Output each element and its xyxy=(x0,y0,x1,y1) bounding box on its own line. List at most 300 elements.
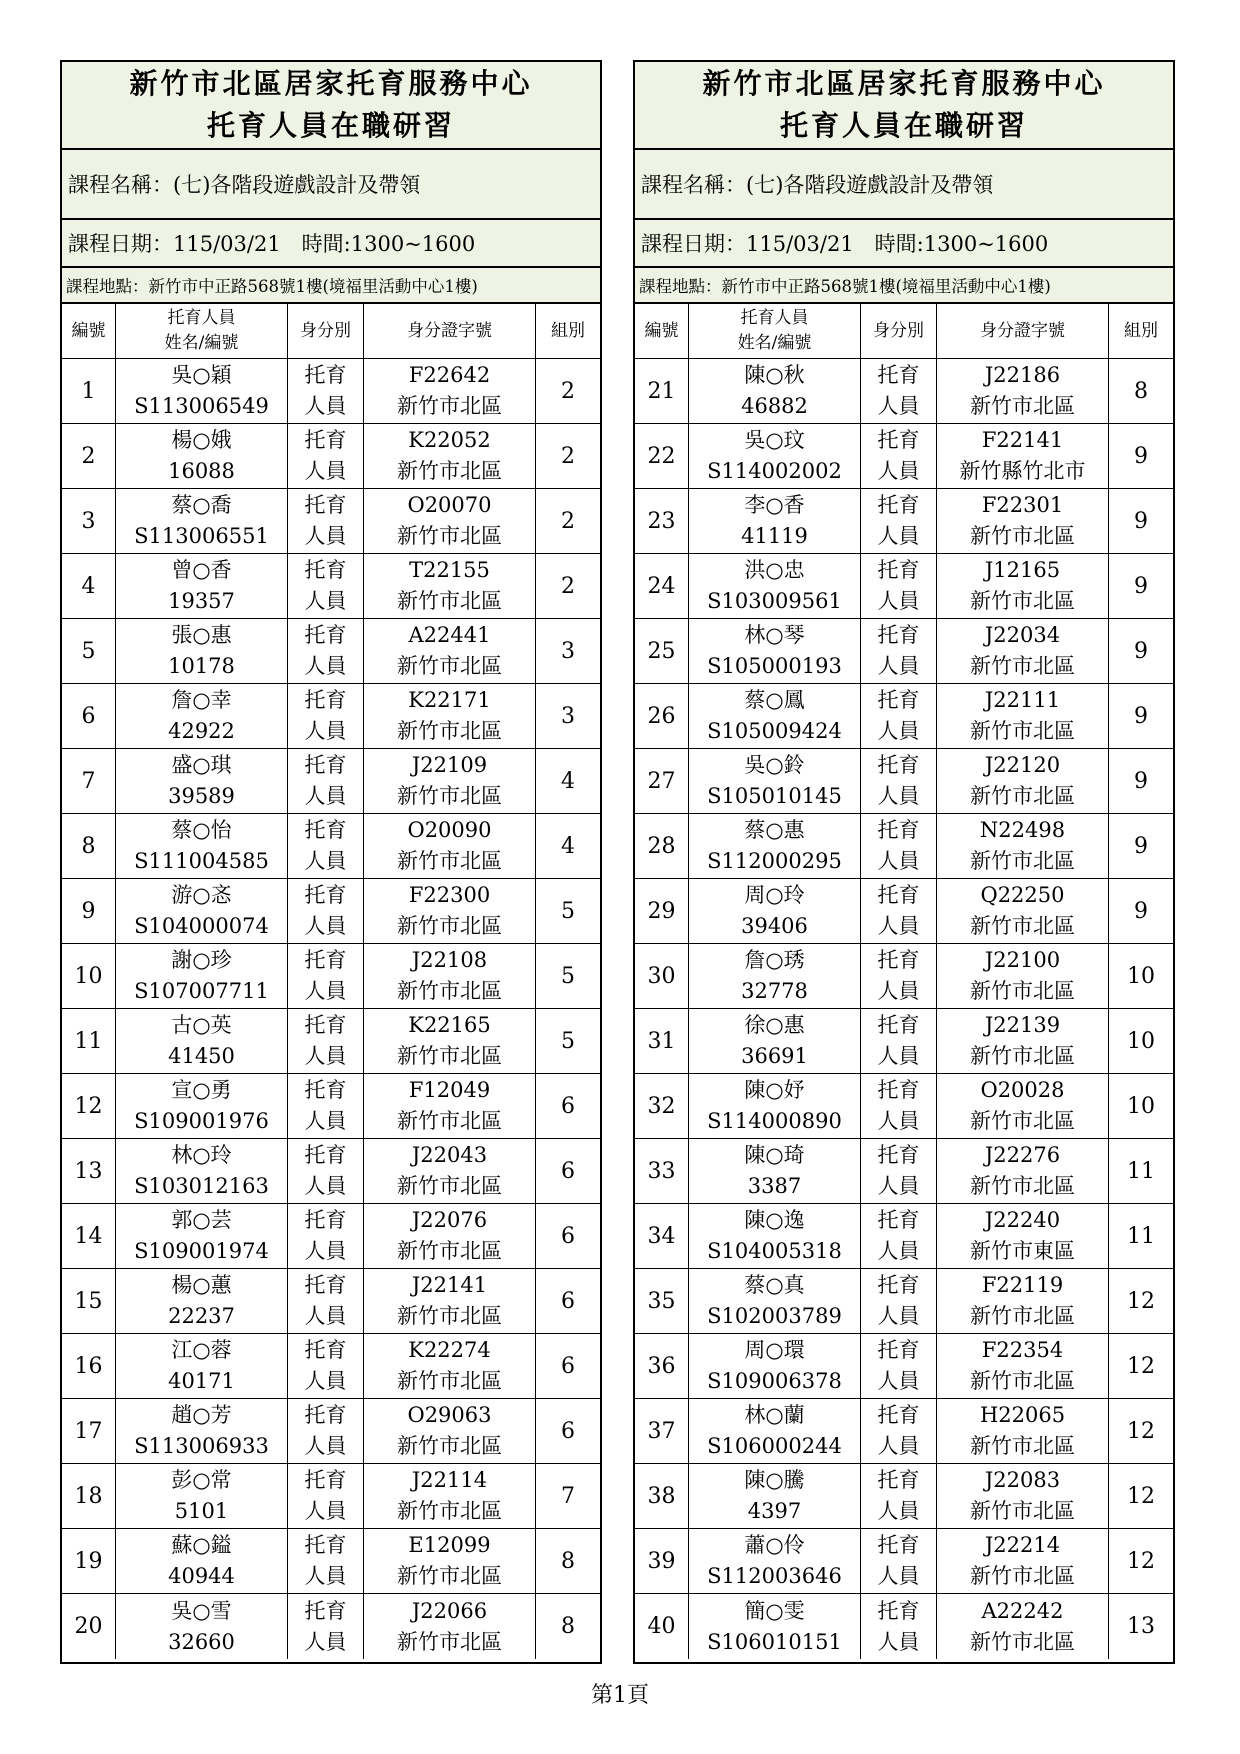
table-row xyxy=(635,879,1173,944)
caregiver-name: 林○琴 xyxy=(744,623,805,647)
caregiver-cell xyxy=(116,1594,288,1659)
course-date: 課程日期：115/03/21 時間:1300~1600 xyxy=(62,220,600,268)
id-area: 新竹市北區 xyxy=(397,784,502,808)
role-line-2: 人員 xyxy=(877,849,920,873)
col-header-id: 身分證字號 xyxy=(364,304,536,358)
group-number: 5 xyxy=(561,898,575,924)
table-header xyxy=(62,304,600,359)
role-line-1: 托育 xyxy=(304,1533,347,1557)
id-area: 新竹市北區 xyxy=(397,1564,502,1588)
caregiver-code: 40171 xyxy=(168,1369,235,1393)
table-row xyxy=(62,684,600,749)
caregiver-code: S113006551 xyxy=(134,524,269,548)
id-cell xyxy=(937,1464,1109,1528)
role-cell xyxy=(861,1204,937,1268)
id-area: 新竹市北區 xyxy=(970,1304,1075,1328)
group-number: 9 xyxy=(1134,573,1148,599)
row-number: 19 xyxy=(62,1529,116,1593)
role-cell xyxy=(288,1204,364,1268)
id-number: J22083 xyxy=(984,1468,1061,1492)
role-line-2: 人員 xyxy=(304,719,347,743)
table-header xyxy=(635,304,1173,359)
group-number: 12 xyxy=(1127,1418,1155,1444)
caregiver-cell xyxy=(116,944,288,1008)
row-number: 26 xyxy=(635,684,689,748)
role-line-2: 人員 xyxy=(304,979,347,1003)
row-number: 31 xyxy=(635,1009,689,1073)
id-area: 新竹市北區 xyxy=(397,1499,502,1523)
caregiver-cell xyxy=(116,424,288,488)
id-area: 新竹市北區 xyxy=(970,1434,1075,1458)
caregiver-code: S105000193 xyxy=(707,654,842,678)
role-line-2: 人員 xyxy=(877,394,920,418)
role-cell xyxy=(861,1269,937,1333)
id-number: F22354 xyxy=(981,1338,1064,1362)
role-line-2: 人員 xyxy=(304,589,347,613)
row-number: 5 xyxy=(62,619,116,683)
role-line-1: 托育 xyxy=(304,1208,347,1232)
role-line-1: 托育 xyxy=(304,1078,347,1102)
id-cell xyxy=(364,1399,536,1463)
group-number: 8 xyxy=(561,1614,575,1639)
id-cell xyxy=(937,424,1109,488)
row-number: 3 xyxy=(62,489,116,553)
id-area: 新竹縣竹北市 xyxy=(959,459,1086,483)
row-number: 14 xyxy=(62,1204,116,1268)
caregiver-cell xyxy=(116,1464,288,1528)
title-line-2: 托育人員在職研習 xyxy=(779,109,1028,142)
id-number: O29063 xyxy=(407,1403,492,1427)
table-row xyxy=(62,424,600,489)
role-line-1: 托育 xyxy=(304,428,347,452)
id-number: T22155 xyxy=(409,558,490,582)
col-header-name: 托育人員 姓名/編號 xyxy=(689,304,861,358)
group-number: 2 xyxy=(561,443,575,469)
caregiver-name: 林○蘭 xyxy=(744,1403,805,1427)
caregiver-code: 39406 xyxy=(741,914,808,938)
group-number: 5 xyxy=(561,1028,575,1054)
caregiver-code: S104000074 xyxy=(134,914,269,938)
id-area: 新竹市北區 xyxy=(397,979,502,1003)
caregiver-name: 蔡○喬 xyxy=(171,493,232,517)
row-number: 24 xyxy=(635,554,689,618)
id-cell xyxy=(937,1399,1109,1463)
role-line-2: 人員 xyxy=(877,1434,920,1458)
group-number: 4 xyxy=(561,833,575,859)
form-title xyxy=(635,62,1173,150)
role-cell xyxy=(288,1529,364,1593)
caregiver-cell xyxy=(116,879,288,943)
caregiver-code: S102003789 xyxy=(707,1304,842,1328)
table-row xyxy=(62,1464,600,1529)
caregiver-name: 詹○琇 xyxy=(744,948,805,972)
role-line-2: 人員 xyxy=(877,1629,920,1654)
role-cell xyxy=(861,944,937,1008)
table-row xyxy=(62,1594,600,1659)
table-row xyxy=(635,684,1173,749)
role-line-1: 托育 xyxy=(877,1208,920,1232)
role-line-1: 托育 xyxy=(304,1013,347,1037)
row-number: 36 xyxy=(635,1334,689,1398)
role-line-1: 托育 xyxy=(877,1078,920,1102)
caregiver-name: 詹○幸 xyxy=(171,688,232,712)
caregiver-name: 陳○逸 xyxy=(744,1208,805,1232)
id-cell xyxy=(937,1594,1109,1659)
id-cell xyxy=(937,359,1109,423)
row-number: 18 xyxy=(62,1464,116,1528)
caregiver-cell xyxy=(689,1529,861,1593)
caregiver-name: 陳○秋 xyxy=(744,363,805,387)
table-row xyxy=(62,814,600,879)
role-line-1: 托育 xyxy=(304,1273,347,1297)
id-area: 新竹市北區 xyxy=(970,784,1075,808)
table-row xyxy=(62,1269,600,1334)
role-cell xyxy=(288,749,364,813)
role-line-2: 人員 xyxy=(304,1564,347,1588)
caregiver-code: S111004585 xyxy=(134,849,269,873)
col-header-group: 組別 xyxy=(1124,320,1158,341)
caregiver-cell xyxy=(689,1139,861,1203)
caregiver-name: 吳○鈴 xyxy=(744,753,805,777)
role-cell xyxy=(288,489,364,553)
caregiver-cell xyxy=(116,1204,288,1268)
id-number: J22186 xyxy=(984,363,1061,387)
row-number: 37 xyxy=(635,1399,689,1463)
caregiver-name: 陳○妤 xyxy=(744,1078,805,1102)
id-number: A22242 xyxy=(981,1598,1064,1623)
row-number: 6 xyxy=(62,684,116,748)
role-cell xyxy=(288,684,364,748)
id-cell xyxy=(364,1529,536,1593)
id-cell xyxy=(937,1529,1109,1593)
caregiver-cell xyxy=(116,619,288,683)
role-line-2: 人員 xyxy=(877,784,920,808)
caregiver-cell xyxy=(689,1074,861,1138)
caregiver-code: 32778 xyxy=(741,979,808,1003)
role-line-1: 托育 xyxy=(304,688,347,712)
caregiver-name: 蔡○怡 xyxy=(171,818,232,842)
table-row xyxy=(62,1139,600,1204)
caregiver-cell xyxy=(689,1464,861,1528)
role-line-1: 托育 xyxy=(304,363,347,387)
id-cell xyxy=(364,1204,536,1268)
caregiver-name: 陳○騰 xyxy=(744,1468,805,1492)
id-number: J22214 xyxy=(984,1533,1061,1557)
table-row xyxy=(62,1204,600,1269)
row-number: 7 xyxy=(62,749,116,813)
group-number: 6 xyxy=(561,1418,575,1444)
role-line-1: 托育 xyxy=(877,688,920,712)
table-row xyxy=(62,1074,600,1139)
caregiver-cell xyxy=(689,554,861,618)
role-line-2: 人員 xyxy=(877,1369,920,1393)
role-line-2: 人員 xyxy=(304,654,347,678)
role-cell xyxy=(861,814,937,878)
role-cell xyxy=(288,1269,364,1333)
role-line-2: 人員 xyxy=(304,1499,347,1523)
row-number: 25 xyxy=(635,619,689,683)
role-line-1: 托育 xyxy=(304,818,347,842)
caregiver-name: 郭○芸 xyxy=(171,1208,232,1232)
role-line-1: 托育 xyxy=(877,493,920,517)
group-number: 6 xyxy=(561,1353,575,1379)
caregiver-code: 22237 xyxy=(168,1304,235,1328)
id-cell xyxy=(364,1269,536,1333)
caregiver-name: 吳○穎 xyxy=(171,363,232,387)
caregiver-name: 江○蓉 xyxy=(171,1338,232,1362)
id-number: E12099 xyxy=(408,1533,491,1557)
title-line-1: 新竹市北區居家托育服務中心 xyxy=(702,67,1106,100)
row-number: 35 xyxy=(635,1269,689,1333)
role-line-2: 人員 xyxy=(304,1434,347,1458)
id-cell xyxy=(937,489,1109,553)
role-cell xyxy=(288,814,364,878)
id-number: N22498 xyxy=(979,818,1066,842)
table-row xyxy=(62,489,600,554)
table-body xyxy=(62,359,600,1662)
id-number: J22141 xyxy=(411,1273,488,1297)
id-number: K22171 xyxy=(408,688,491,712)
role-line-2: 人員 xyxy=(304,1629,347,1654)
caregiver-name: 楊○蕙 xyxy=(171,1273,232,1297)
id-area: 新竹市北區 xyxy=(397,849,502,873)
caregiver-code: S113006933 xyxy=(134,1434,269,1458)
group-number: 9 xyxy=(1134,898,1148,924)
role-cell xyxy=(861,1009,937,1073)
row-number: 11 xyxy=(62,1009,116,1073)
col-header-name: 托育人員 姓名/編號 xyxy=(116,304,288,358)
id-number: J22139 xyxy=(984,1013,1061,1037)
id-cell xyxy=(364,879,536,943)
role-line-1: 托育 xyxy=(304,883,347,907)
row-number: 38 xyxy=(635,1464,689,1528)
id-number: K22052 xyxy=(408,428,491,452)
caregiver-code: 3387 xyxy=(747,1174,802,1198)
group-number: 2 xyxy=(561,508,575,534)
caregiver-name: 彭○常 xyxy=(171,1468,232,1492)
id-number: J22120 xyxy=(984,753,1061,777)
caregiver-cell xyxy=(116,684,288,748)
group-number: 2 xyxy=(561,378,575,404)
id-cell xyxy=(937,879,1109,943)
id-area: 新竹市北區 xyxy=(397,719,502,743)
col-header-number: 編號 xyxy=(62,304,116,358)
row-number: 27 xyxy=(635,749,689,813)
caregiver-cell xyxy=(689,1204,861,1268)
role-cell xyxy=(288,944,364,1008)
role-line-2: 人員 xyxy=(304,1304,347,1328)
caregiver-code: 41119 xyxy=(741,524,808,548)
role-line-1: 托育 xyxy=(877,1273,920,1297)
group-number: 6 xyxy=(561,1093,575,1119)
id-area: 新竹市北區 xyxy=(397,1434,502,1458)
role-line-1: 托育 xyxy=(877,1013,920,1037)
course-date: 課程日期：115/03/21 時間:1300~1600 xyxy=(635,220,1173,268)
role-line-2: 人員 xyxy=(304,524,347,548)
row-number: 13 xyxy=(62,1139,116,1203)
group-number: 11 xyxy=(1127,1223,1155,1249)
id-number: O20090 xyxy=(407,818,492,842)
caregiver-code: 40944 xyxy=(168,1564,235,1588)
id-area: 新竹市北區 xyxy=(970,1564,1075,1588)
caregiver-code: S112003646 xyxy=(707,1564,842,1588)
id-area: 新竹市北區 xyxy=(970,1044,1075,1068)
caregiver-cell xyxy=(116,554,288,618)
group-number: 12 xyxy=(1127,1353,1155,1379)
id-number: J22109 xyxy=(411,753,488,777)
table-row xyxy=(635,1074,1173,1139)
role-cell xyxy=(861,1464,937,1528)
caregiver-cell xyxy=(116,1139,288,1203)
group-number: 4 xyxy=(561,768,575,794)
id-area: 新竹市北區 xyxy=(397,1239,502,1263)
id-area: 新竹市北區 xyxy=(970,394,1075,418)
role-line-1: 托育 xyxy=(877,948,920,972)
col-header-role: 身分別 xyxy=(288,304,364,358)
caregiver-cell xyxy=(116,1334,288,1398)
table-row xyxy=(635,489,1173,554)
caregiver-code: S103009561 xyxy=(707,589,842,613)
caregiver-code: S106000244 xyxy=(707,1434,842,1458)
id-cell xyxy=(937,1009,1109,1073)
group-number: 12 xyxy=(1127,1483,1155,1509)
form-title xyxy=(62,62,600,150)
row-number: 33 xyxy=(635,1139,689,1203)
course-name: 課程名稱：(七)各階段遊戲設計及帶領 xyxy=(635,150,1173,220)
group-number: 12 xyxy=(1127,1288,1155,1314)
table-row xyxy=(62,359,600,424)
caregiver-name: 簡○雯 xyxy=(744,1598,805,1623)
caregiver-code: S109001974 xyxy=(134,1239,269,1263)
group-number: 9 xyxy=(1134,768,1148,794)
role-line-2: 人員 xyxy=(877,1564,920,1588)
id-number: O20070 xyxy=(407,493,492,517)
caregiver-name: 趙○芳 xyxy=(171,1403,232,1427)
caregiver-name: 蔡○鳳 xyxy=(744,688,805,712)
group-number: 7 xyxy=(561,1483,575,1509)
role-line-2: 人員 xyxy=(304,1239,347,1263)
group-number: 5 xyxy=(561,963,575,989)
caregiver-cell xyxy=(689,879,861,943)
id-number: F22141 xyxy=(981,428,1064,452)
caregiver-code: S105009424 xyxy=(707,719,842,743)
role-line-2: 人員 xyxy=(877,524,920,548)
role-line-1: 托育 xyxy=(304,558,347,582)
role-line-2: 人員 xyxy=(877,654,920,678)
role-line-2: 人員 xyxy=(877,1239,920,1263)
id-number: K22274 xyxy=(408,1338,491,1362)
group-number: 6 xyxy=(561,1288,575,1314)
id-cell xyxy=(937,944,1109,1008)
group-number: 10 xyxy=(1127,1093,1155,1119)
role-cell xyxy=(861,359,937,423)
role-line-1: 托育 xyxy=(877,428,920,452)
group-number: 6 xyxy=(561,1158,575,1184)
table-row xyxy=(62,1399,600,1464)
caregiver-code: S109006378 xyxy=(707,1369,842,1393)
id-cell xyxy=(937,749,1109,813)
id-cell xyxy=(937,554,1109,618)
table-row xyxy=(635,814,1173,879)
id-area: 新竹市北區 xyxy=(397,589,502,613)
title-line-1: 新竹市北區居家托育服務中心 xyxy=(129,67,533,100)
role-cell xyxy=(861,1074,937,1138)
caregiver-code: 46882 xyxy=(741,394,808,418)
role-line-2: 人員 xyxy=(304,394,347,418)
id-area: 新竹市北區 xyxy=(397,914,502,938)
id-cell xyxy=(364,1074,536,1138)
row-number: 39 xyxy=(635,1529,689,1593)
group-number: 3 xyxy=(561,703,575,729)
role-line-2: 人員 xyxy=(304,1044,347,1068)
table-row xyxy=(635,424,1173,489)
caregiver-cell xyxy=(689,1399,861,1463)
caregiver-cell xyxy=(116,814,288,878)
caregiver-code: S104005318 xyxy=(707,1239,842,1263)
id-area: 新竹市北區 xyxy=(397,1369,502,1393)
caregiver-name: 古○英 xyxy=(171,1013,232,1037)
id-cell xyxy=(937,1204,1109,1268)
row-number: 17 xyxy=(62,1399,116,1463)
table-row xyxy=(635,1204,1173,1269)
id-cell xyxy=(364,749,536,813)
role-line-2: 人員 xyxy=(304,914,347,938)
group-number: 9 xyxy=(1134,508,1148,534)
table-row xyxy=(635,1399,1173,1464)
caregiver-name: 張○惠 xyxy=(171,623,232,647)
title-line-2: 托育人員在職研習 xyxy=(206,109,455,142)
row-number: 8 xyxy=(62,814,116,878)
caregiver-name: 吳○玟 xyxy=(744,428,805,452)
role-line-2: 人員 xyxy=(877,719,920,743)
table-row xyxy=(62,1009,600,1074)
id-cell xyxy=(364,944,536,1008)
row-number: 30 xyxy=(635,944,689,1008)
caregiver-name: 陳○琦 xyxy=(744,1143,805,1167)
row-number: 10 xyxy=(62,944,116,1008)
caregiver-name: 楊○娥 xyxy=(171,428,232,452)
caregiver-name: 蔡○惠 xyxy=(744,818,805,842)
table-row xyxy=(635,1269,1173,1334)
id-number: J22034 xyxy=(984,623,1061,647)
row-number: 4 xyxy=(62,554,116,618)
group-number: 10 xyxy=(1127,963,1155,989)
id-number: J22066 xyxy=(411,1598,488,1623)
caregiver-cell xyxy=(689,749,861,813)
id-cell xyxy=(364,424,536,488)
role-cell xyxy=(861,489,937,553)
caregiver-name: 洪○忠 xyxy=(744,558,805,582)
id-cell xyxy=(364,1009,536,1073)
caregiver-name: 周○玲 xyxy=(744,883,805,907)
role-line-1: 托育 xyxy=(877,1468,920,1492)
id-area: 新竹市北區 xyxy=(397,1629,502,1654)
row-number: 9 xyxy=(62,879,116,943)
table-row xyxy=(635,554,1173,619)
table-row xyxy=(635,944,1173,1009)
caregiver-code: 4397 xyxy=(747,1499,802,1523)
role-line-1: 托育 xyxy=(304,1598,347,1623)
caregiver-cell xyxy=(689,1334,861,1398)
caregiver-code: S114002002 xyxy=(707,459,842,483)
id-area: 新竹市北區 xyxy=(970,1499,1075,1523)
group-number: 9 xyxy=(1134,833,1148,859)
role-line-1: 托育 xyxy=(304,753,347,777)
row-number: 12 xyxy=(62,1074,116,1138)
table-row xyxy=(635,359,1173,424)
caregiver-cell xyxy=(689,424,861,488)
caregiver-cell xyxy=(689,619,861,683)
